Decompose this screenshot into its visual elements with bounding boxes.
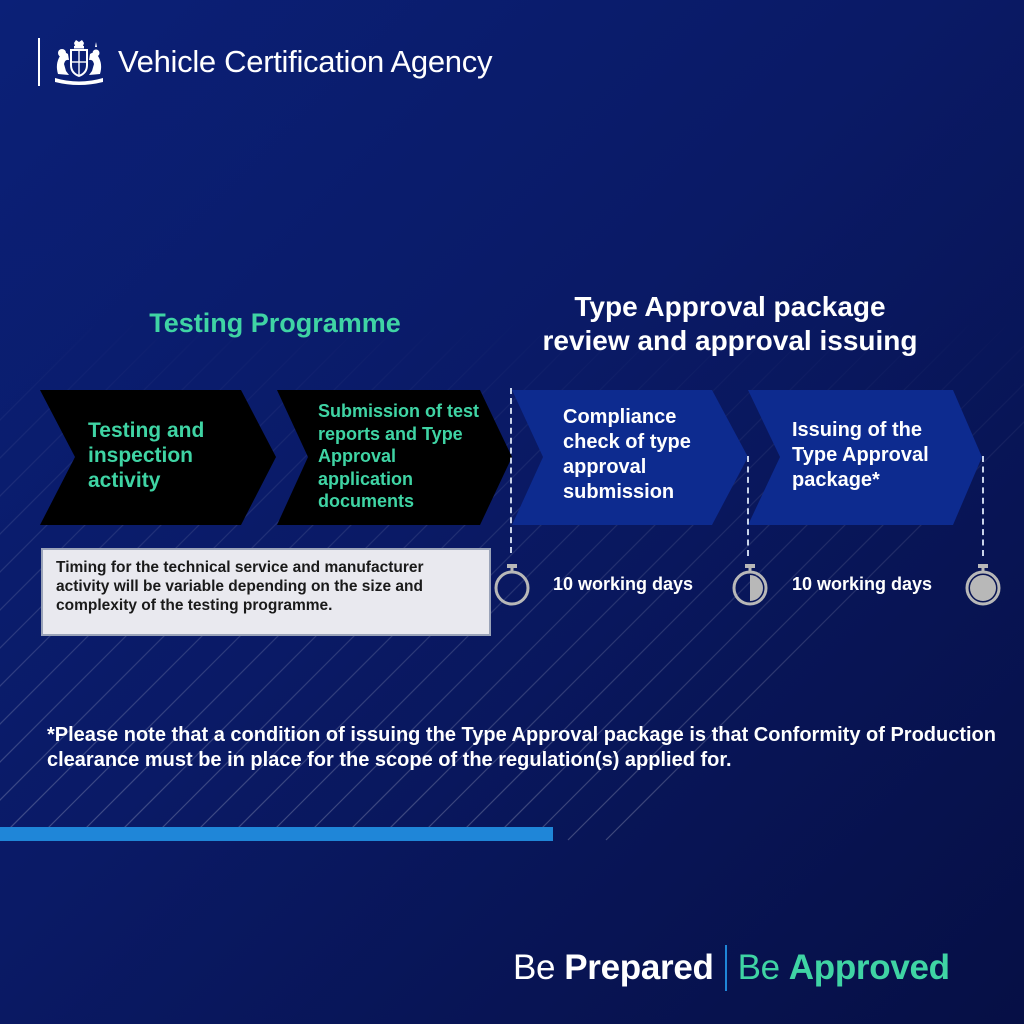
milestone-divider-1: [510, 388, 512, 553]
tagline-separator: [725, 945, 727, 991]
tagline-approved: Approved: [788, 948, 950, 987]
tagline: [513, 945, 950, 991]
tagline-be-1: Be: [513, 948, 556, 987]
agency-name: Vehicle Certification Agency: [118, 44, 493, 79]
stopwatch-full-icon: [963, 562, 1003, 608]
tagline-be-2: Be: [737, 948, 780, 987]
stopwatch-empty-icon: [492, 562, 532, 608]
step-1-label: Testing and inspection activity: [88, 419, 205, 492]
approval-stage-heading: [520, 290, 940, 358]
tagline-prepared: Prepared: [564, 948, 714, 987]
royal-coat-of-arms-icon: [50, 38, 108, 88]
step-2-label: Submission of test reports and Type Approval application documents: [318, 401, 480, 511]
milestone-divider-2: [747, 456, 749, 556]
approval-heading-line-2: review and approval issuing: [542, 325, 918, 356]
duration-label-2: 10 working days: [792, 574, 933, 594]
testing-programme-heading: Testing Programme: [149, 308, 401, 338]
milestone-divider-3: [982, 456, 984, 556]
stopwatch-half-icon: [730, 562, 770, 608]
step-4-label: Issuing of the Type Approval package*: [792, 419, 929, 491]
timing-note-box: Timing for the technical service and manufacturer activity will be variable depending on the size and complexity of the testing programme.: [41, 548, 491, 636]
approval-heading-line-1: Type Approval package: [574, 291, 886, 322]
header-divider: [38, 38, 40, 86]
duration-label-1: 10 working days: [553, 574, 694, 594]
step-3-label: Compliance check of type approval submission: [563, 406, 691, 503]
footnote: *Please note that a condition of issuing the Type Approval package is that Conformity of Production clearance must be in place for the scope of the regulation(s) applied for.: [47, 724, 996, 771]
accent-bar: [0, 827, 553, 841]
